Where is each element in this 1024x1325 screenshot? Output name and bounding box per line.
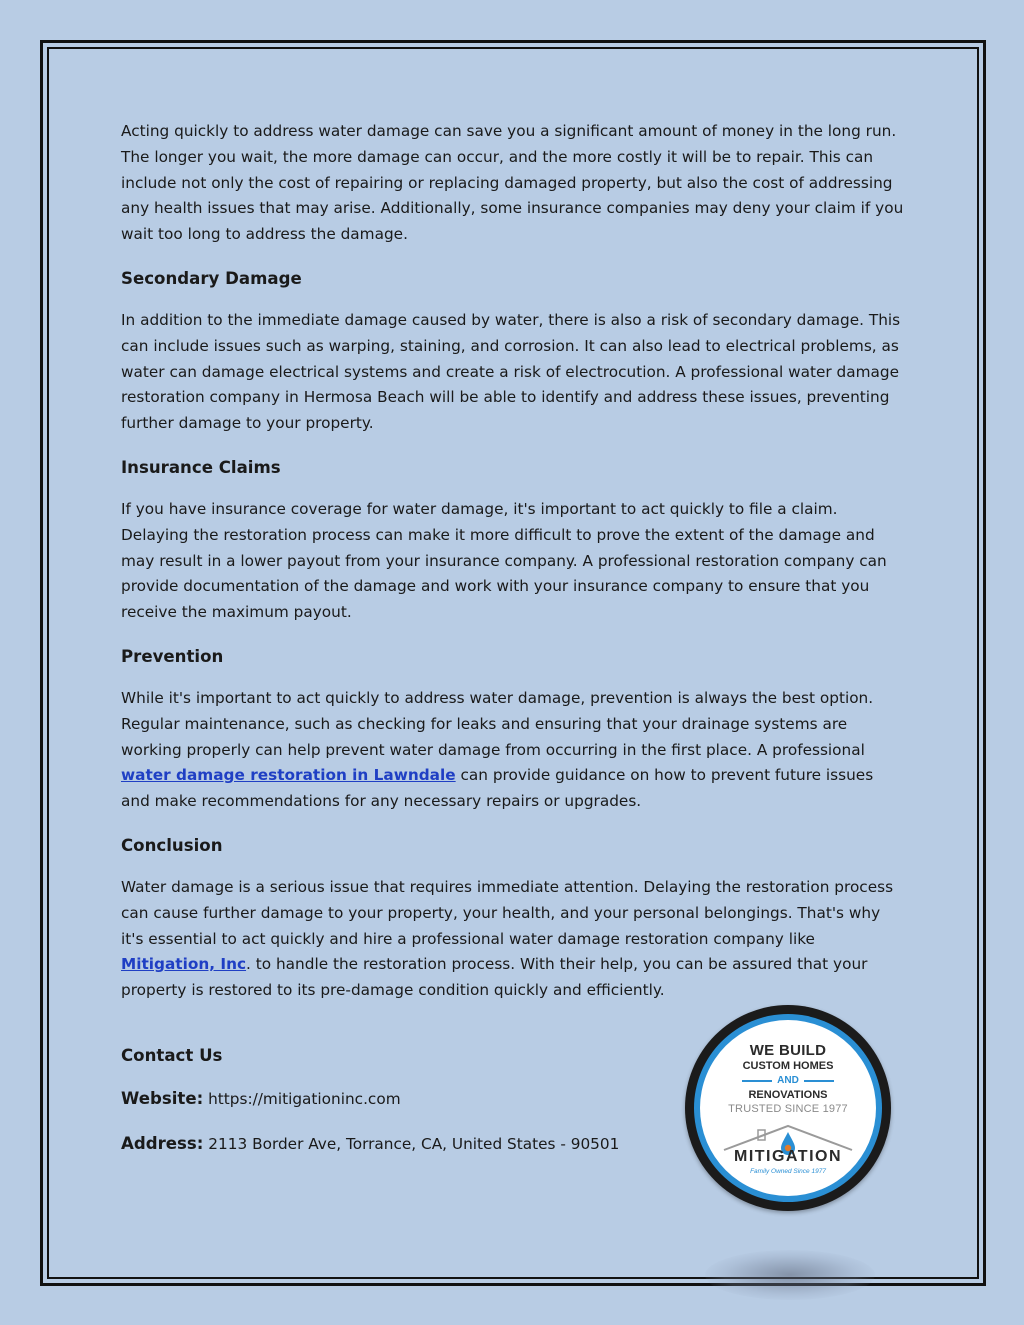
heading-conclusion: Conclusion <box>121 835 223 855</box>
conclusion-text-after: . to handle the restoration process. With their help, you can be assured that your property is restored to its pre-damage condition quickly and efficiently. <box>121 955 868 1000</box>
website-label: Website: <box>121 1088 204 1108</box>
secondary-damage-paragraph: In addition to the immediate damage caused by water, there is also a risk of secondary damage. This can include issues such as warping, staining, and corrosion. It can also lead to electrical problems, as water can damage electrical systems and create a risk of electrocution. A professional water damage restoration company in Hermosa Beach will be able to identify and address these issues, preventing further damage to your property. <box>121 310 901 433</box>
intro-paragraph: Acting quickly to address water damage can save you a significant amount of money in the long run. The longer you wait, the more damage can occur, and the more costly it will be to repair. This can include not only the cost of repairing or replacing damaged property, but also the cost of addressing any health issues that may arise. Additionally, some insurance companies may deny your claim if you wait too long to address the damage. <box>121 122 904 244</box>
badge-line-and: AND <box>777 1075 799 1086</box>
badge-tagline: Family Owned Since 1977 <box>750 1168 826 1175</box>
badge-line-renovations: RENOVATIONS <box>748 1089 828 1101</box>
heading-contact-us: Contact Us <box>121 1045 223 1065</box>
badge-brand-name: MITIGATION <box>733 1148 843 1165</box>
conclusion-paragraph <box>121 875 906 1004</box>
prevention-paragraph <box>121 686 906 815</box>
lawndale-restoration-link[interactable]: water damage restoration in Lawndale <box>121 766 456 785</box>
badge-line-custom-homes: CUSTOM HOMES <box>742 1060 834 1072</box>
heading-prevention: Prevention <box>121 646 224 666</box>
mitigation-logo-badge <box>685 1005 891 1211</box>
address-label: Address: <box>121 1133 204 1153</box>
badge-divider-right <box>804 1080 834 1082</box>
decorative-shadow <box>705 1250 875 1300</box>
heading-secondary-damage: Secondary Damage <box>121 268 302 288</box>
badge-line-trusted: TRUSTED SINCE 1977 <box>728 1103 848 1115</box>
badge-face <box>700 1020 876 1196</box>
insurance-claims-paragraph: If you have insurance coverage for water damage, it's important to act quickly to file a claim. Delaying the restoration process can make it more difficult to prove the extent of the damage and may result in a lower payout from your insurance company. A professional restoration company can provide documentation of the damage and work with your insurance company to ensure that you receive the maximum payout. <box>121 499 887 622</box>
address-value: 2113 Border Ave, Torrance, CA, United States - 90501 <box>203 1134 620 1153</box>
badge-line-we-build: WE BUILD <box>749 1042 827 1059</box>
conclusion-text-before: Water damage is a serious issue that requires immediate attention. Delaying the restoration process can cause further damage to your property, your health, and your personal belongings. That's why it's essential to act quickly and hire a professional water damage restoration company like <box>121 877 894 948</box>
prevention-text-after: can provide guidance on how to prevent future issues and make recommendations for any necessary repairs or upgrades. <box>121 766 874 811</box>
document-body <box>121 119 906 1158</box>
mitigation-inc-link[interactable]: Mitigation, Inc <box>121 955 247 974</box>
website-value: https://mitigationinc.com <box>203 1089 401 1108</box>
prevention-text-before: While it's important to act quickly to address water damage, prevention is always the best option. Regular maintenance, such as checking for leaks and ensuring that your drainage systems are working properly can help prevent water damage from occurring in the first place. A professional <box>121 688 874 759</box>
heading-insurance-claims: Insurance Claims <box>121 457 281 477</box>
